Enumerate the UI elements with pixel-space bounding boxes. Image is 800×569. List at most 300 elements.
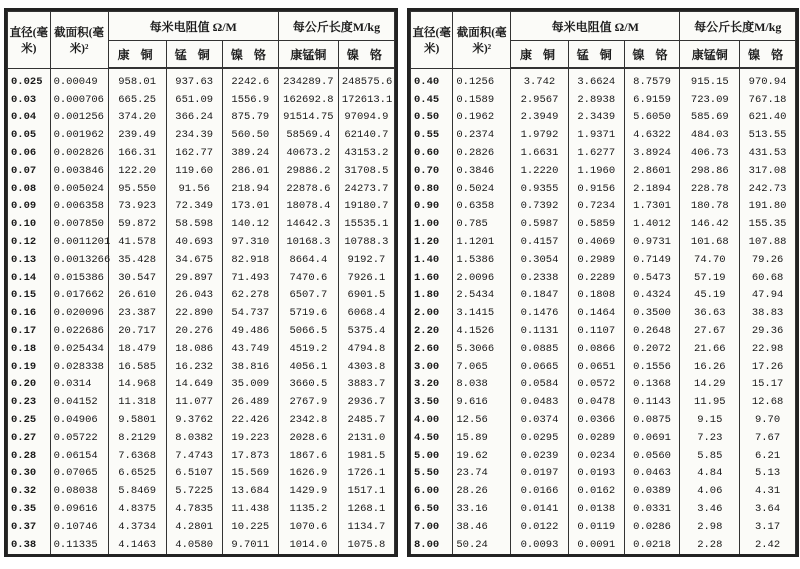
- table-row: [8, 340, 395, 358]
- table-row: [411, 340, 796, 358]
- cell-diameter: 0.55: [411, 126, 453, 144]
- cell-resistance-constantan: 0.0483: [511, 393, 569, 411]
- cell-resistance-manganin: 162.77: [166, 144, 222, 162]
- cell-diameter: 0.60: [411, 144, 453, 162]
- cell-length-nichrome: 172613.1: [338, 91, 394, 109]
- cell-diameter: 0.08: [8, 180, 51, 198]
- cell-resistance-nichrome: 54.737: [222, 304, 278, 322]
- cell-resistance-constantan: 14.968: [108, 376, 166, 394]
- cell-resistance-manganin: 7.4743: [166, 447, 222, 465]
- cell-length-nichrome: 431.53: [740, 144, 796, 162]
- cell-resistance-nichrome: 97.310: [222, 233, 278, 251]
- cell-resistance-manganin: 3.6624: [568, 68, 624, 91]
- cell-diameter: 0.37: [8, 518, 51, 536]
- cell-resistance-constantan: 0.0374: [511, 411, 569, 429]
- cell-resistance-manganin: 14.649: [166, 376, 222, 394]
- cell-resistance-constantan: 0.9355: [511, 180, 569, 198]
- cell-resistance-nichrome: 0.0218: [624, 536, 680, 554]
- cell-resistance-constantan: 20.717: [108, 322, 166, 340]
- table-row: [8, 304, 395, 322]
- cell-resistance-nichrome: 0.7149: [624, 251, 680, 269]
- cell-length-nichrome: 5375.4: [338, 322, 394, 340]
- cell-resistance-nichrome: 0.0286: [624, 518, 680, 536]
- cell-length-kang-manganin: 162692.8: [278, 91, 338, 109]
- cell-resistance-constantan: 0.0584: [511, 376, 569, 394]
- cell-diameter: 0.35: [8, 500, 51, 518]
- cell-length-kang-manganin: 1070.6: [278, 518, 338, 536]
- cell-diameter: 0.14: [8, 269, 51, 287]
- table-row: [411, 411, 796, 429]
- cell-resistance-nichrome: 82.918: [222, 251, 278, 269]
- cell-area: 0.10746: [50, 518, 108, 536]
- table-row: [411, 233, 796, 251]
- cell-area: 1.5386: [453, 251, 511, 269]
- table-row: [8, 269, 395, 287]
- table-row: [8, 109, 395, 127]
- cell-resistance-constantan: 0.0141: [511, 500, 569, 518]
- cell-length-nichrome: 4794.8: [338, 340, 394, 358]
- cell-area: 7.065: [453, 358, 511, 376]
- header-manganin: 锰 铜: [568, 41, 624, 69]
- table-row: [8, 233, 395, 251]
- cell-resistance-nichrome: 875.79: [222, 109, 278, 127]
- cell-diameter: 0.23: [8, 393, 51, 411]
- cell-resistance-nichrome: 49.486: [222, 322, 278, 340]
- cell-length-kang-manganin: 1626.9: [278, 465, 338, 483]
- cell-length-nichrome: 621.40: [740, 109, 796, 127]
- table-row: [411, 251, 796, 269]
- cell-resistance-manganin: 0.0478: [568, 393, 624, 411]
- cell-resistance-constantan: 0.0295: [511, 429, 569, 447]
- cell-area: 0.05722: [50, 429, 108, 447]
- cell-resistance-constantan: 35.428: [108, 251, 166, 269]
- cell-length-kang-manganin: 146.42: [680, 215, 740, 233]
- cell-length-nichrome: 19180.7: [338, 198, 394, 216]
- cell-resistance-manganin: 234.39: [166, 126, 222, 144]
- cell-diameter: 0.20: [8, 376, 51, 394]
- cell-length-kang-manganin: 2.28: [680, 536, 740, 554]
- cell-diameter: 3.20: [411, 376, 453, 394]
- cell-resistance-nichrome: 286.01: [222, 162, 278, 180]
- cell-resistance-constantan: 11.318: [108, 393, 166, 411]
- cell-diameter: 0.38: [8, 536, 51, 554]
- cell-length-nichrome: 242.73: [740, 180, 796, 198]
- cell-resistance-manganin: 2.8938: [568, 91, 624, 109]
- cell-resistance-constantan: 0.0885: [511, 340, 569, 358]
- cell-area: 0.0013266: [50, 251, 108, 269]
- cell-area: 0.2374: [453, 126, 511, 144]
- cell-length-kang-manganin: 4.06: [680, 482, 740, 500]
- table-row: [411, 269, 796, 287]
- cell-resistance-constantan: 0.0665: [511, 358, 569, 376]
- table-row: [8, 126, 395, 144]
- cell-area: 0.6358: [453, 198, 511, 216]
- cell-diameter: 4.00: [411, 411, 453, 429]
- cell-area: 0.1962: [453, 109, 511, 127]
- table-row: [411, 304, 796, 322]
- cell-resistance-nichrome: 0.0560: [624, 447, 680, 465]
- cell-length-kang-manganin: 4056.1: [278, 358, 338, 376]
- cell-length-kang-manganin: 6507.7: [278, 287, 338, 305]
- cell-resistance-constantan: 41.578: [108, 233, 166, 251]
- cell-resistance-constantan: 0.0122: [511, 518, 569, 536]
- cell-length-nichrome: 97094.9: [338, 109, 394, 127]
- header-nichrome-length: 镍 铬: [740, 41, 796, 69]
- cell-resistance-constantan: 0.1847: [511, 287, 569, 305]
- table-row: [8, 215, 395, 233]
- cell-resistance-manganin: 1.1960: [568, 162, 624, 180]
- cell-diameter: 1.80: [411, 287, 453, 305]
- cell-length-nichrome: 107.88: [740, 233, 796, 251]
- cell-resistance-constantan: 122.20: [108, 162, 166, 180]
- cell-resistance-manganin: 0.0366: [568, 411, 624, 429]
- table-row: [411, 376, 796, 394]
- cell-resistance-manganin: 34.675: [166, 251, 222, 269]
- header-manganin: 锰 铜: [166, 41, 222, 69]
- cell-area: 1.1201: [453, 233, 511, 251]
- header-constantan: 康 铜: [511, 41, 569, 69]
- cell-length-kang-manganin: 4519.2: [278, 340, 338, 358]
- cell-length-kang-manganin: 1014.0: [278, 536, 338, 554]
- table-row: [8, 465, 395, 483]
- cell-diameter: 0.30: [8, 465, 51, 483]
- cell-length-nichrome: 2485.7: [338, 411, 394, 429]
- cell-resistance-nichrome: 0.9731: [624, 233, 680, 251]
- cell-resistance-nichrome: 0.3500: [624, 304, 680, 322]
- table-row: [8, 251, 395, 269]
- cell-length-kang-manganin: 7.23: [680, 429, 740, 447]
- cell-resistance-manganin: 4.7835: [166, 500, 222, 518]
- cell-length-nichrome: 1726.1: [338, 465, 394, 483]
- cell-length-kang-manganin: 36.63: [680, 304, 740, 322]
- table-row: [411, 500, 796, 518]
- cell-length-nichrome: 31708.5: [338, 162, 394, 180]
- cell-length-nichrome: 6.21: [740, 447, 796, 465]
- cell-length-nichrome: 10788.3: [338, 233, 394, 251]
- cell-resistance-manganin: 937.63: [166, 68, 222, 91]
- cell-length-nichrome: 9.70: [740, 411, 796, 429]
- cell-resistance-nichrome: 38.816: [222, 358, 278, 376]
- table-row: [411, 429, 796, 447]
- cell-area: 4.1526: [453, 322, 511, 340]
- cell-resistance-constantan: 958.01: [108, 68, 166, 91]
- cell-length-nichrome: 2936.7: [338, 393, 394, 411]
- cell-diameter: 0.04: [8, 109, 51, 127]
- cell-length-kang-manganin: 29886.2: [278, 162, 338, 180]
- cell-length-kang-manganin: 2342.8: [278, 411, 338, 429]
- cell-resistance-nichrome: 19.223: [222, 429, 278, 447]
- cell-resistance-constantan: 239.49: [108, 126, 166, 144]
- cell-length-kang-manganin: 2.98: [680, 518, 740, 536]
- table-row: [8, 411, 395, 429]
- cell-resistance-manganin: 29.897: [166, 269, 222, 287]
- cell-length-nichrome: 7926.1: [338, 269, 394, 287]
- cell-area: 5.3066: [453, 340, 511, 358]
- cell-resistance-manganin: 2.3439: [568, 109, 624, 127]
- cell-resistance-constantan: 7.6368: [108, 447, 166, 465]
- cell-area: 19.62: [453, 447, 511, 465]
- cell-resistance-constantan: 8.2129: [108, 429, 166, 447]
- cell-resistance-constantan: 1.9792: [511, 126, 569, 144]
- table-row: [8, 393, 395, 411]
- header-length-per-kg: 每公斤长度M/kg: [278, 12, 394, 41]
- cell-diameter: 0.50: [411, 109, 453, 127]
- cell-resistance-nichrome: 0.0691: [624, 429, 680, 447]
- cell-length-nichrome: 4.31: [740, 482, 796, 500]
- cell-area: 0.000706: [50, 91, 108, 109]
- cell-resistance-nichrome: 0.4324: [624, 287, 680, 305]
- cell-diameter: 1.00: [411, 215, 453, 233]
- cell-diameter: 0.32: [8, 482, 51, 500]
- header-nichrome-length: 镍 铬: [338, 41, 394, 69]
- cell-length-nichrome: 4303.8: [338, 358, 394, 376]
- cell-length-nichrome: 191.80: [740, 198, 796, 216]
- cell-area: 0.007850: [50, 215, 108, 233]
- cell-resistance-nichrome: 9.7011: [222, 536, 278, 554]
- cell-resistance-constantan: 4.1463: [108, 536, 166, 554]
- table-row: [8, 180, 395, 198]
- cell-diameter: 0.90: [411, 198, 453, 216]
- cell-length-kang-manganin: 45.19: [680, 287, 740, 305]
- table-row: [8, 68, 395, 91]
- cell-resistance-manganin: 651.09: [166, 91, 222, 109]
- cell-area: 0.1256: [453, 68, 511, 91]
- cell-resistance-manganin: 58.598: [166, 215, 222, 233]
- cell-resistance-constantan: 0.2338: [511, 269, 569, 287]
- cell-resistance-manganin: 0.0651: [568, 358, 624, 376]
- cell-length-kang-manganin: 22878.6: [278, 180, 338, 198]
- cell-diameter: 5.00: [411, 447, 453, 465]
- table-row: [8, 91, 395, 109]
- cell-length-nichrome: 2.42: [740, 536, 796, 554]
- cell-diameter: 0.03: [8, 91, 51, 109]
- table-row: [8, 162, 395, 180]
- cell-area: 0.06154: [50, 447, 108, 465]
- cell-diameter: 1.60: [411, 269, 453, 287]
- cell-length-kang-manganin: 180.78: [680, 198, 740, 216]
- table-row: [8, 536, 395, 554]
- cell-area: 0.017662: [50, 287, 108, 305]
- cell-resistance-constantan: 665.25: [108, 91, 166, 109]
- cell-length-kang-manganin: 16.26: [680, 358, 740, 376]
- cell-diameter: 1.40: [411, 251, 453, 269]
- cell-resistance-constantan: 0.1476: [511, 304, 569, 322]
- cell-length-kang-manganin: 10168.3: [278, 233, 338, 251]
- cell-area: 0.015386: [50, 269, 108, 287]
- cell-diameter: 7.00: [411, 518, 453, 536]
- cell-area: 0.001962: [50, 126, 108, 144]
- cell-length-nichrome: 5.13: [740, 465, 796, 483]
- cell-length-kang-manganin: 2767.9: [278, 393, 338, 411]
- table-row: [411, 68, 796, 91]
- cell-resistance-manganin: 0.0193: [568, 465, 624, 483]
- cell-resistance-constantan: 0.1131: [511, 322, 569, 340]
- cell-resistance-nichrome: 15.569: [222, 465, 278, 483]
- cell-area: 0.3846: [453, 162, 511, 180]
- cell-resistance-manganin: 9.3762: [166, 411, 222, 429]
- table-row: [8, 500, 395, 518]
- cell-area: 0.0011201: [50, 233, 108, 251]
- cell-length-kang-manganin: 484.03: [680, 126, 740, 144]
- cell-resistance-manganin: 72.349: [166, 198, 222, 216]
- cell-length-kang-manganin: 406.73: [680, 144, 740, 162]
- header-area: 截面积(毫米)²: [50, 12, 108, 69]
- wire-table-left: [4, 8, 398, 557]
- cell-resistance-manganin: 0.0289: [568, 429, 624, 447]
- cell-resistance-nichrome: 13.684: [222, 482, 278, 500]
- table-row: [8, 518, 395, 536]
- cell-area: 0.0314: [50, 376, 108, 394]
- cell-length-kang-manganin: 228.78: [680, 180, 740, 198]
- cell-resistance-constantan: 2.3949: [511, 109, 569, 127]
- table-row: [411, 393, 796, 411]
- cell-area: 2.0096: [453, 269, 511, 287]
- cell-length-nichrome: 38.83: [740, 304, 796, 322]
- cell-diameter: 0.10: [8, 215, 51, 233]
- cell-diameter: 2.00: [411, 304, 453, 322]
- cell-resistance-nichrome: 2.8601: [624, 162, 680, 180]
- cell-resistance-constantan: 26.610: [108, 287, 166, 305]
- cell-resistance-nichrome: 4.6322: [624, 126, 680, 144]
- cell-diameter: 6.50: [411, 500, 453, 518]
- cell-area: 0.001256: [50, 109, 108, 127]
- cell-length-kang-manganin: 1135.2: [278, 500, 338, 518]
- cell-area: 50.24: [453, 536, 511, 554]
- cell-diameter: 0.09: [8, 198, 51, 216]
- cell-length-kang-manganin: 3660.5: [278, 376, 338, 394]
- cell-resistance-nichrome: 5.6050: [624, 109, 680, 127]
- cell-resistance-nichrome: 389.24: [222, 144, 278, 162]
- cell-length-nichrome: 2131.0: [338, 429, 394, 447]
- header-constantan: 康 铜: [108, 41, 166, 69]
- cell-resistance-constantan: 18.479: [108, 340, 166, 358]
- cell-area: 8.038: [453, 376, 511, 394]
- cell-length-nichrome: 6901.5: [338, 287, 394, 305]
- cell-length-kang-manganin: 3.46: [680, 500, 740, 518]
- table-row: [8, 358, 395, 376]
- cell-area: 2.5434: [453, 287, 511, 305]
- cell-resistance-nichrome: 0.0389: [624, 482, 680, 500]
- cell-length-kang-manganin: 298.86: [680, 162, 740, 180]
- cell-resistance-nichrome: 62.278: [222, 287, 278, 305]
- cell-resistance-nichrome: 8.7579: [624, 68, 680, 91]
- cell-diameter: 1.20: [411, 233, 453, 251]
- cell-diameter: 6.00: [411, 482, 453, 500]
- header-nichrome: 镍 铬: [624, 41, 680, 69]
- cell-length-nichrome: 6068.4: [338, 304, 394, 322]
- cell-area: 0.028338: [50, 358, 108, 376]
- cell-length-nichrome: 17.26: [740, 358, 796, 376]
- cell-length-nichrome: 1075.8: [338, 536, 394, 554]
- table-row: [8, 429, 395, 447]
- cell-resistance-nichrome: 22.426: [222, 411, 278, 429]
- cell-resistance-nichrome: 10.225: [222, 518, 278, 536]
- cell-area: 3.1415: [453, 304, 511, 322]
- cell-resistance-nichrome: 26.489: [222, 393, 278, 411]
- header-kang-manganin: 康锰铜: [680, 41, 740, 69]
- cell-diameter: 4.50: [411, 429, 453, 447]
- cell-resistance-nichrome: 140.12: [222, 215, 278, 233]
- cell-resistance-nichrome: 560.50: [222, 126, 278, 144]
- cell-length-kang-manganin: 8664.4: [278, 251, 338, 269]
- cell-diameter: 2.20: [411, 322, 453, 340]
- cell-resistance-nichrome: 0.0463: [624, 465, 680, 483]
- cell-resistance-nichrome: 0.5473: [624, 269, 680, 287]
- cell-resistance-constantan: 23.387: [108, 304, 166, 322]
- cell-diameter: 0.05: [8, 126, 51, 144]
- cell-diameter: 3.00: [411, 358, 453, 376]
- cell-resistance-nichrome: 0.0331: [624, 500, 680, 518]
- cell-resistance-constantan: 0.4157: [511, 233, 569, 251]
- cell-area: 0.11335: [50, 536, 108, 554]
- cell-resistance-constantan: 6.6525: [108, 465, 166, 483]
- table-row: [8, 447, 395, 465]
- cell-length-kang-manganin: 1429.9: [278, 482, 338, 500]
- cell-length-nichrome: 155.35: [740, 215, 796, 233]
- cell-area: 15.89: [453, 429, 511, 447]
- cell-area: 0.07065: [50, 465, 108, 483]
- cell-resistance-constantan: 30.547: [108, 269, 166, 287]
- cell-length-nichrome: 3883.7: [338, 376, 394, 394]
- header-resistance-per-meter: 每米电阻值 Ω/M: [108, 12, 278, 41]
- cell-length-nichrome: 513.55: [740, 126, 796, 144]
- table-row: [411, 162, 796, 180]
- cell-resistance-constantan: 0.0197: [511, 465, 569, 483]
- cell-resistance-manganin: 1.9371: [568, 126, 624, 144]
- cell-length-nichrome: 60.68: [740, 269, 796, 287]
- cell-length-nichrome: 317.08: [740, 162, 796, 180]
- table-row: [411, 358, 796, 376]
- cell-diameter: 0.16: [8, 304, 51, 322]
- cell-area: 0.5024: [453, 180, 511, 198]
- table-row: [8, 322, 395, 340]
- cell-area: 23.74: [453, 465, 511, 483]
- cell-resistance-nichrome: 0.1368: [624, 376, 680, 394]
- cell-resistance-constantan: 73.923: [108, 198, 166, 216]
- cell-length-nichrome: 1981.5: [338, 447, 394, 465]
- cell-resistance-nichrome: 43.749: [222, 340, 278, 358]
- cell-length-kang-manganin: 57.19: [680, 269, 740, 287]
- cell-resistance-nichrome: 1.7301: [624, 198, 680, 216]
- cell-length-kang-manganin: 234289.7: [278, 68, 338, 91]
- cell-resistance-manganin: 0.0119: [568, 518, 624, 536]
- table-row: [411, 536, 796, 554]
- cell-length-kang-manganin: 58569.4: [278, 126, 338, 144]
- cell-resistance-manganin: 26.043: [166, 287, 222, 305]
- cell-length-kang-manganin: 9.15: [680, 411, 740, 429]
- cell-length-nichrome: 767.18: [740, 91, 796, 109]
- cell-resistance-manganin: 0.0234: [568, 447, 624, 465]
- cell-length-nichrome: 22.98: [740, 340, 796, 358]
- cell-area: 0.04906: [50, 411, 108, 429]
- table-row: [8, 376, 395, 394]
- cell-resistance-manganin: 0.1107: [568, 322, 624, 340]
- cell-resistance-manganin: 8.0382: [166, 429, 222, 447]
- cell-resistance-manganin: 119.60: [166, 162, 222, 180]
- cell-length-kang-manganin: 14.29: [680, 376, 740, 394]
- cell-length-kang-manganin: 14642.3: [278, 215, 338, 233]
- cell-resistance-constantan: 0.3054: [511, 251, 569, 269]
- table-row: [411, 215, 796, 233]
- cell-length-nichrome: 3.64: [740, 500, 796, 518]
- table-row: [8, 287, 395, 305]
- cell-resistance-manganin: 0.1808: [568, 287, 624, 305]
- cell-resistance-manganin: 0.0572: [568, 376, 624, 394]
- cell-resistance-nichrome: 17.873: [222, 447, 278, 465]
- table-row: [411, 518, 796, 536]
- cell-diameter: 0.15: [8, 287, 51, 305]
- cell-area: 0.006358: [50, 198, 108, 216]
